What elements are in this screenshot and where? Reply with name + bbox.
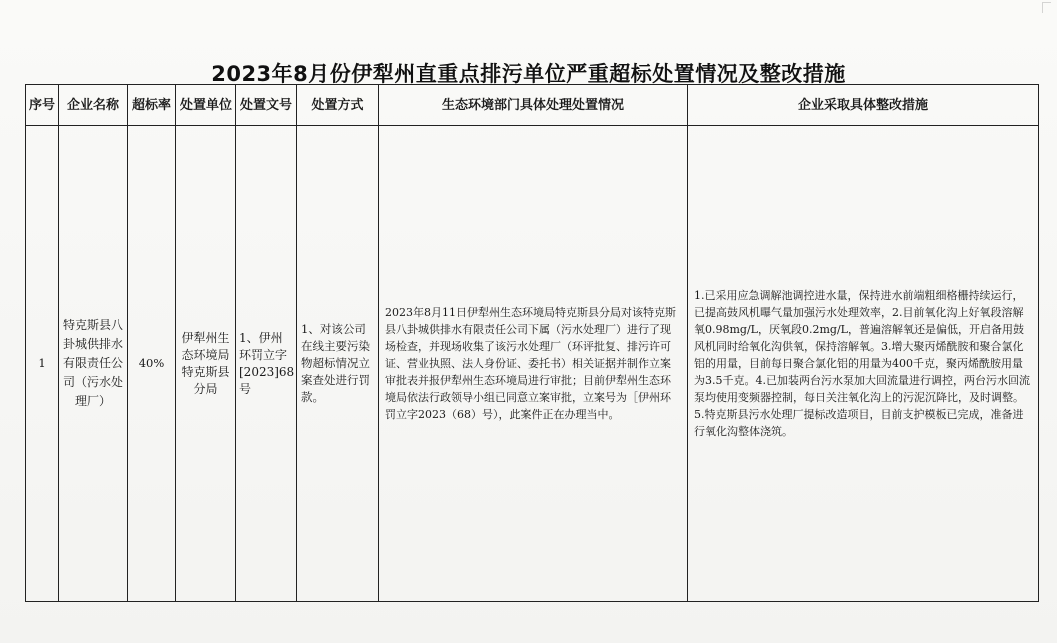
cell-index: 1 (26, 126, 59, 602)
cell-unit: 伊犁州生态环境局特克斯县分局 (176, 126, 236, 602)
header-unit: 处置单位 (176, 85, 236, 126)
cell-company: 特克斯县八卦城供排水有限责任公司（污水处理厂） (59, 126, 128, 602)
header-measures: 企业采取具体整改措施 (688, 85, 1039, 126)
table-row (26, 126, 1039, 602)
scan-corner-mark (1042, 2, 1051, 13)
cell-doc-no: 1、伊州环罚立字[2023]68号 (236, 126, 297, 602)
table-header-row (26, 85, 1039, 126)
cell-method: 1、对该公司在线主要污染物超标情况立案查处进行罚款。 (297, 126, 379, 602)
header-company: 企业名称 (59, 85, 128, 126)
document-title: 2023年8月份伊犁州直重点排污单位严重超标处置情况及整改措施 (211, 62, 846, 86)
cell-handling: 2023年8月11日伊犁州生态环境局特克斯县分局对该特克斯县八卦城供排水有限责任公司下属（污水处理厂）进行了现场检查，并现场收集了该污水处理厂（环评批复、排污许可证、营业执照、法人身份证、委托书）相关证据并制作立案审批表并报伊犁州生态环境局进行审批；目前伊犁州生态环境局依法行政领导小组已同意立案审批，立案号为［伊州环罚立字2023（68）号），此案件正在办理当中。 (379, 126, 688, 602)
header-rate: 超标率 (128, 85, 176, 126)
cell-rate: 40% (128, 126, 176, 602)
header-method: 处置方式 (297, 85, 379, 126)
disposal-table (25, 84, 1039, 602)
header-doc-no: 处置文号 (236, 85, 297, 126)
header-index: 序号 (26, 85, 59, 126)
cell-measures: 1.已采用应急调解池调控进水量，保持进水前端粗细格栅持续运行，已提高鼓风机曝气量加强污水处理效率，2.目前氧化沟上好氧段溶解氧0.98mg/L，厌氧段0.2mg/L，普遍溶解氧还是偏低，开启备用鼓风机同时给氧化沟供氧，保持溶解氧。3.增大聚丙烯酰胺和聚合氯化铝的用量，目前每日聚合氯化铝的用量为400千克，聚丙烯酰胺用量为3.5千克。4.已加装两台污水泵加大回流量进行调控，两台污水回流泵均使用变频器控制，每日关注氧化沟上的污泥沉降比，及时调整。5.特克斯县污水处理厂提标改造项目，目前支护模板已完成，准备进行氧化沟整体浇筑。 (688, 126, 1039, 602)
header-handling: 生态环境部门具体处理处置情况 (379, 85, 688, 126)
